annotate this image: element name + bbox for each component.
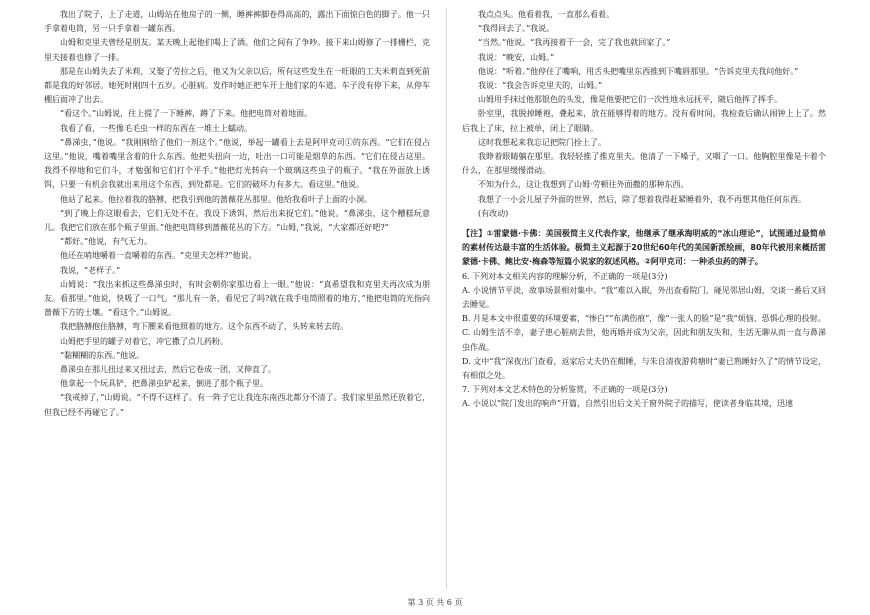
question-option[interactable]: A. 小说以“院门发出的响声”开篇，自然引出后文关于窗外院子的描写，使读者身临其境，迅速 [462, 399, 794, 409]
story-paragraph: 鼻涕虫在那儿扭过来又扭过去，然后它卷成一团，又伸直了。 [60, 365, 276, 375]
story-paragraph: 山姆说：“我出来抓这些鼻涕虫时，有时会朝你家那边看上一眼。”他说：“真希望我和克里夫再次成为朋友。看那里。”他说，快吸了一口气。“那儿有一条，看见它了吗?就在我手电筒照着的地方，”他把电筒的光指向蔷薇下方的土壤。“看这个。”山姆说。 [44, 279, 430, 318]
author-note: 【注】①雷蒙德·卡佛：美国极简主义代表作家，他继承了继承海明威的“冰山理论”，试图通过最简单的素材传达最丰富的生活体验。极简主义起源于20世纪60年代的美国新派绘画，80年代被用来概括雷蒙德·卡佛、鲍比安·梅森等短篇小说家的叙述风格。②阿甲克司：一种杀虫药的牌子。 [462, 229, 826, 267]
story-paragraph: (有改动) [478, 208, 509, 218]
story-paragraph: 他还在哨地嚼着一直嚼着的东西。“克里夫怎样?”他说。 [60, 251, 257, 261]
question-option[interactable]: C. 山姆生活不幸，妻子患心脏病去世，他再婚并成为父亲，因此和朋友失和，生活无聊从而一直与鼻涕虫作战。 [462, 328, 826, 352]
story-paragraph: “鼻涕虫，”他说。“我刚刚给了他们一剂这个。”他说，举起一罐看上去是阿甲克司①的东西。“它们在侵占这里。”他说，嘴着嘴里含着的什么东西。他把头扭向一边，吐出一口可能是烟草的东西。“它们在侵占这里。我得不停地和它们斗，才勉强和它们打个平手。”他把灯光转向一个玻璃这些虫子的瓶子。“我在外面放上诱饵，只要一有机会我就出来用这个东西，到处都是。它们的破坏力有多大。看这里。”他说。 [44, 137, 430, 190]
story-paragraph: 他说：“听着。”他停住了嘴响，用舌头把嘴里东西推到下嘴唇那里。“告诉克里夫我问他好。” [478, 66, 799, 76]
story-paragraph: 他拿起一个玩具铲，把鼻涕虫铲起来，倒进了那个瓶子里。 [60, 379, 268, 389]
story-paragraph: 我点点头。他看着我，一直那么看着。 [478, 10, 614, 19]
question-stem: 6. 下列对本文相关内容的理解分析，不正确的一项是(3分) [462, 271, 668, 281]
right-column [462, 8, 826, 589]
question-stem: 7. 下列对本文艺术特色的分析鉴赏，不正确的一项是(3分) [462, 385, 668, 395]
story-paragraph: 卧室里，我脱掉睡袍，叠起来，放在能够得着的地方。没有看时间，我检查后确认闹钟上上了。然后我上了床，拉上被单，闭上了眼睛。 [462, 109, 826, 133]
story-paragraph: “看这个。”山姆说，往上提了一下睡裤，蹲了下来。他把电筒对着地面。 [60, 109, 313, 119]
story-paragraph: “我戒掉了，”山姆说。“不得不这样了。有一阵子它让我连东南西北都分不清了。我们家里虽然还放着它，但我已经不再碰它了。” [44, 393, 430, 417]
story-paragraph: 不知为什么，这让我想到了山姆·劳顿往外面撒的那种东西。 [478, 180, 689, 190]
story-paragraph: 我睁着眼睛躺在那里。我轻轻推了推克里夫。他清了一下嗓子，又咽了一口。他胸腔里像是卡着个什么，在那里缓慢滑动。 [462, 152, 826, 176]
story-paragraph: 我说：“我会告诉克里夫的，山姆。” [478, 81, 603, 91]
story-paragraph: “到了晚上你这眼看去，它们无处不在。我设下诱饵，然后出来捉它们。”他说。“鼻涕虫，这个糟糕玩意儿。我把它们放在那个瓶子里面。”他把电筒移到蔷薇花丛的下方。“山姆，”我说，“大家都还好吧?” [44, 208, 430, 233]
story-paragraph: 山姆用手抹过他那银色的头发，像是他要把它们一次性地永远抚平，随后他挥了挥手。 [478, 95, 782, 105]
question-option[interactable]: D. 文中“我”深夜出门查看，返家后丈夫仍在酣睡，与朱自清夜游荷塘时“妻已熟睡好久了”的情节设定，有相似之处。 [462, 356, 826, 381]
column-divider [446, 8, 447, 589]
story-paragraph: 那是在山姆失去了米莉，又娶了劳拉之后，他又为父亲以后，所有这些发生在一旺眼的工夫米莉直到死前都是我的好邻居。她死时刚四十五岁。心脏病。发作时她正把车开上他们家的车道。车子没有停下来，从停车棚后面冲了出去。 [44, 66, 430, 105]
story-paragraph: 我说：“晚安，山姆。” [478, 52, 555, 62]
question-option[interactable]: B. 月是本文中很重要的环境要素，“惨白”“布满伤痕”，像“一张人的脸”是“我”烦恼、恐惧心理的投射。 [462, 314, 826, 324]
story-paragraph: “黏糊糊的东西。”他说。 [60, 350, 145, 360]
story-paragraph: 我看了看，一些像毛毛虫一样的东西在一堆土上蠕动。 [60, 123, 252, 133]
story-paragraph: 山姆把手里的罐子对着它，冲它撒了点儿药粉。 [60, 336, 228, 346]
story-paragraph: 这时我想起来我忘记把院门拴上了。 [478, 137, 606, 147]
story-paragraph: 我想了一小会儿屋子外面的世界，然后，除了想着我得赶紧睡着外，我不再想其他任何东西。 [478, 194, 806, 204]
question-option[interactable]: A. 小说情节平淡，故事场景相对集中。“我”难以入眠，外出查看院门，碰见邻居山姆，交谈一番后又回去睡觉。 [462, 285, 826, 310]
story-paragraph: 我把胳膊抱住胳膊，弯下腰来看他照着的地方。这个东西不动了，头转来转去的。 [60, 322, 348, 332]
story-paragraph: “都好。”他说，有气无力。 [60, 237, 153, 247]
story-paragraph: 我说，“老样子。” [60, 265, 121, 275]
story-paragraph: “当然。”他说。“我再接着干一会，完了我也就回家了。” [478, 38, 671, 48]
story-paragraph: 他站了起来。他拉着我的胳膊，把我引到他的蔷薇花丛那里。他给我看叶子上面的小洞。 [60, 194, 372, 204]
story-paragraph: 我出了院子，上了走道，山姆站在他房子的一侧，睡裤裤脚卷得高高的，露出下面惊白色的脚子。他一只手拿着电筒，另一只手拿着一罐东西。 [44, 10, 430, 34]
story-paragraph: 山姆和克里夫曾经是朋友。某天晚上起他们喝上了酒。他们之间有了争吵。接下来山姆修了一排栅栏，克里夫接着也修了一排。 [44, 38, 430, 62]
story-paragraph: “我得回去了。”我说。 [478, 24, 555, 34]
question-list [462, 270, 826, 412]
page-footer: 第 3 页 共 6 页 [407, 598, 463, 607]
left-column [44, 8, 430, 589]
story-continuation [462, 8, 826, 221]
